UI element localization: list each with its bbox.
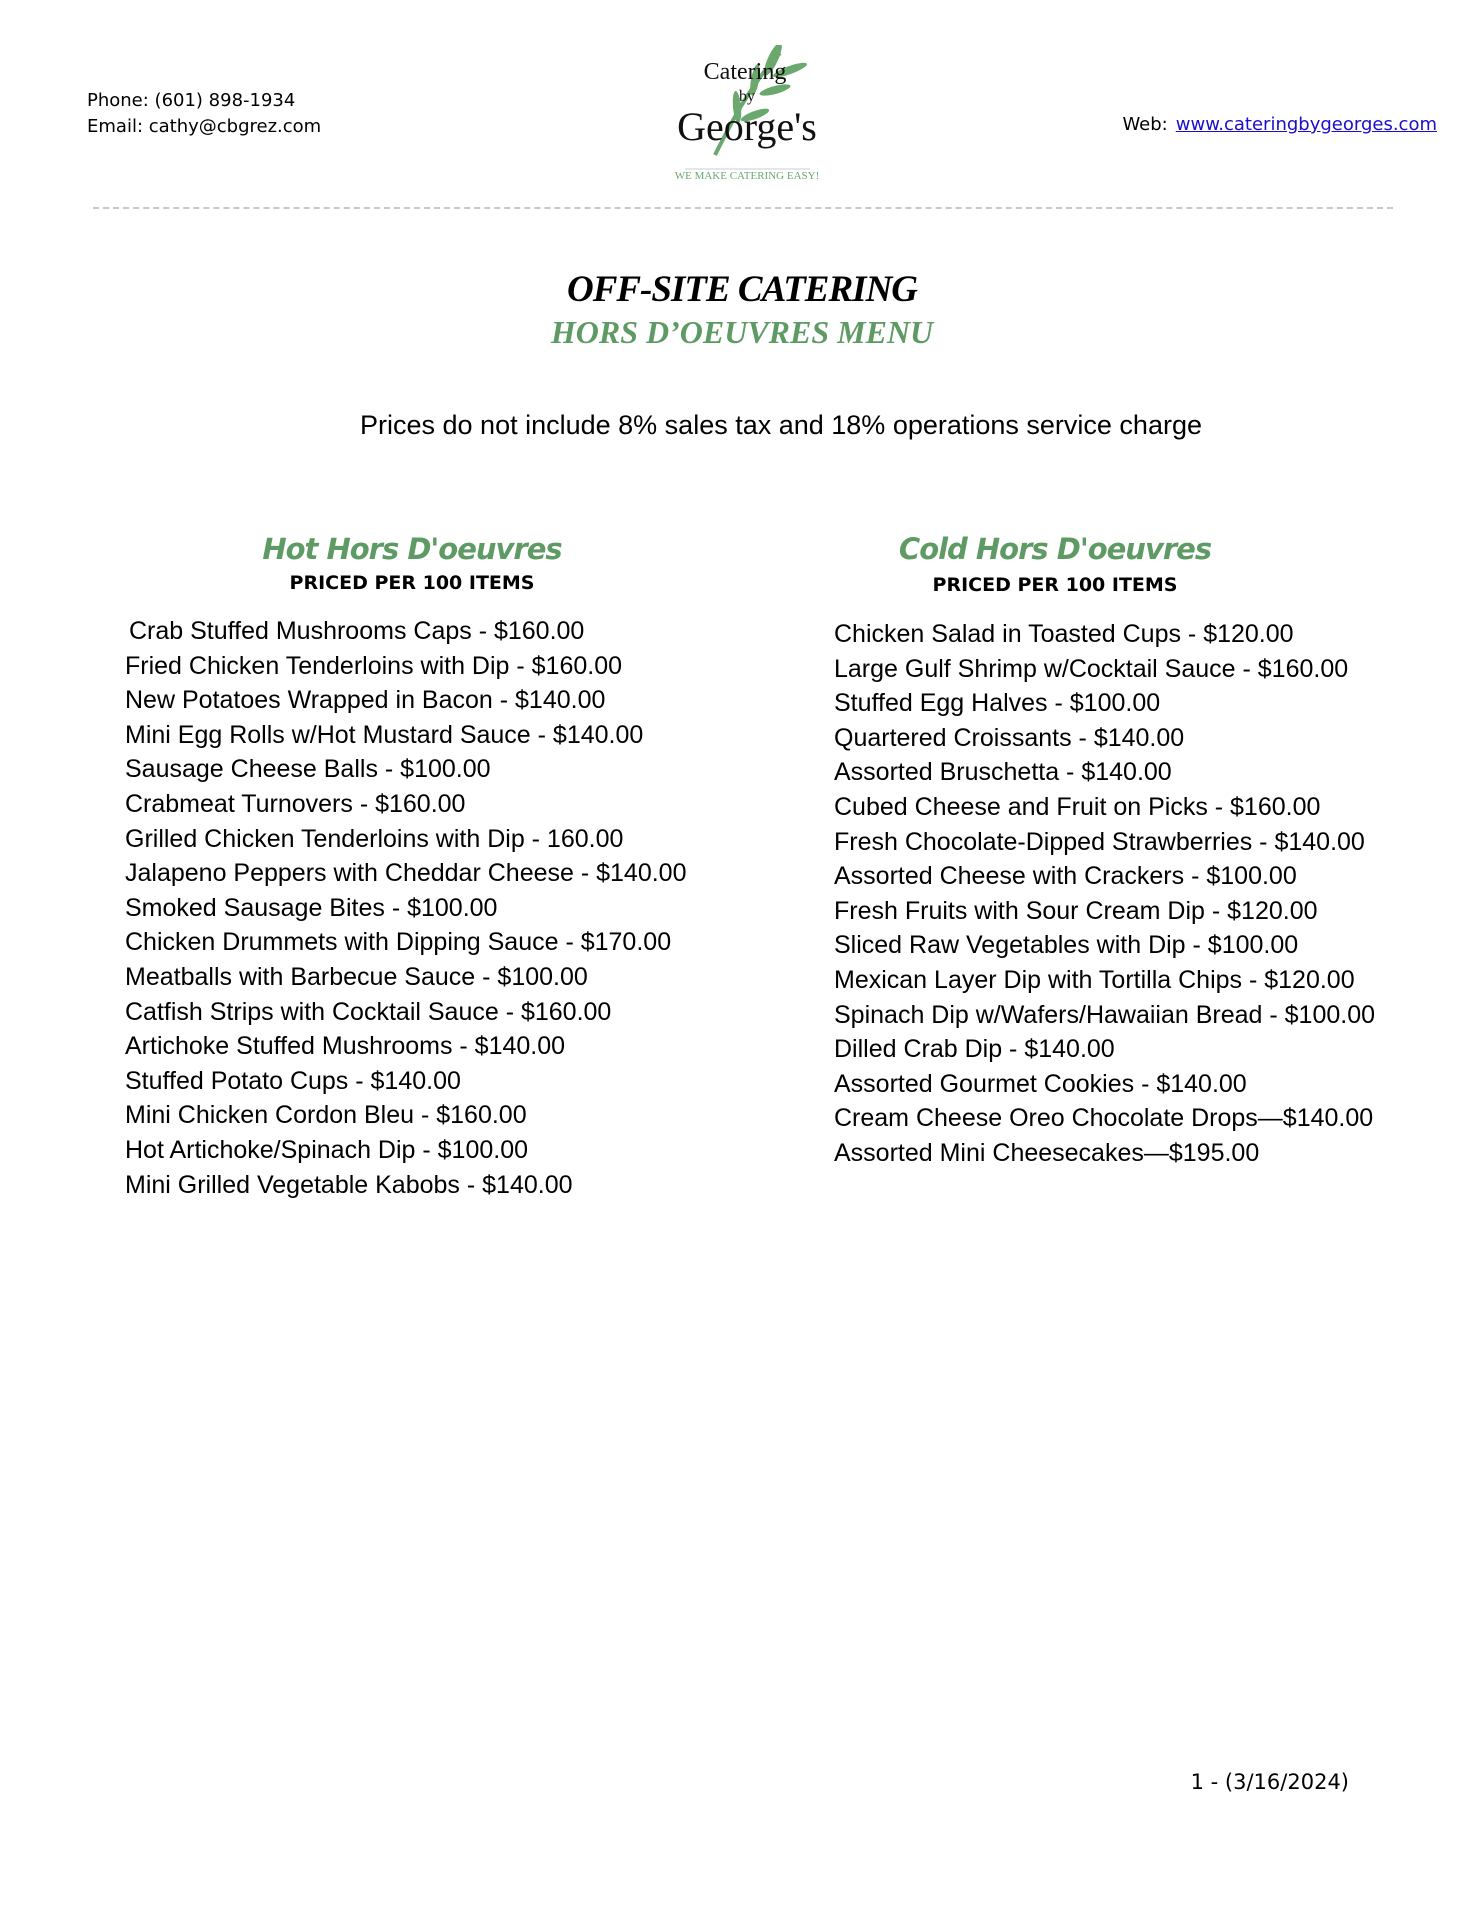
menu-item: Quartered Croissants - $140.00 [834, 723, 1185, 752]
svg-text:George's: George's [677, 104, 817, 149]
menu-item: Stuffed Potato Cups - $140.00 [125, 1066, 461, 1095]
svg-text:Catering: Catering [703, 59, 787, 85]
menu-item: Smoked Sausage Bites - $100.00 [125, 893, 498, 922]
menu-item: Mexican Layer Dip with Tortilla Chips - $120.00 [834, 965, 1355, 994]
header-divider [93, 207, 1393, 209]
cold-heading: Cold Hors D'oeuvres [898, 532, 1212, 566]
menu-item: Cubed Cheese and Fruit on Picks - $160.00 [834, 792, 1321, 821]
menu-item: Artichoke Stuffed Mushrooms - $140.00 [125, 1032, 566, 1061]
contact-info [87, 88, 321, 140]
web-label: Web: [1122, 114, 1168, 135]
cold-section [805, 532, 1305, 596]
page-footer: 1 - (3/16/2024) [1190, 1770, 1349, 1794]
menu-item: Chicken Drummets with Dipping Sauce - $170.00 [125, 928, 672, 957]
menu-item: Fresh Fruits with Sour Cream Dip - $120.00 [834, 896, 1318, 925]
email-text: Email: cathy@cbgrez.com [87, 116, 322, 137]
menu-item: Crab Stuffed Mushrooms Caps - $160.00 [129, 617, 585, 645]
page-title: OFF-SITE CATERING [566, 269, 918, 310]
menu-item: Mini Egg Rolls w/Hot Mustard Sauce - $140.00 [125, 720, 644, 749]
hot-items-list [125, 614, 687, 1202]
menu-item: Mini Chicken Cordon Bleu - $160.00 [125, 1101, 527, 1130]
svg-text:WE MAKE CATERING EASY!: WE MAKE CATERING EASY! [674, 170, 820, 180]
menu-item: Catfish Strips with Cocktail Sauce - $160.00 [125, 997, 612, 1026]
menu-item: Jalapeno Peppers with Cheddar Cheese - $140.00 [125, 859, 687, 888]
menu-item: Large Gulf Shrimp w/Cocktail Sauce - $160.00 [834, 654, 1349, 683]
menu-item: New Potatoes Wrapped in Bacon - $140.00 [125, 686, 606, 715]
hot-subheading: PRICED PER 100 ITEMS [289, 572, 535, 594]
menu-item: Spinach Dip w/Wafers/Hawaiian Bread - $100.00 [834, 1000, 1376, 1029]
menu-item: Assorted Bruschetta - $140.00 [834, 758, 1172, 787]
website-link[interactable]: www.cateringbygeorges.com [1175, 114, 1437, 135]
page-subtitle: HORS D’OEUVRES MENU [550, 314, 934, 350]
hot-heading: Hot Hors D'oeuvres [262, 532, 562, 566]
menu-item: Dilled Crab Dip - $140.00 [834, 1035, 1115, 1064]
cold-items-list [834, 617, 1375, 1171]
menu-item: Assorted Gourmet Cookies - $140.00 [834, 1069, 1247, 1098]
pricing-note: Prices do not include 8% sales tax and 18% operations service charge [360, 410, 1202, 440]
menu-item: Mini Grilled Vegetable Kabobs - $140.00 [125, 1170, 573, 1199]
menu-item: Stuffed Egg Halves - $100.00 [834, 689, 1161, 718]
menu-item: Fresh Chocolate-Dipped Strawberries - $140.00 [834, 827, 1365, 856]
menu-item: Chicken Salad in Toasted Cups - $120.00 [834, 620, 1294, 648]
menu-item: Assorted Cheese with Crackers - $100.00 [834, 862, 1297, 891]
menu-item: Hot Artichoke/Spinach Dip - $100.00 [125, 1135, 529, 1164]
website-info [1122, 114, 1437, 135]
menu-item: Assorted Mini Cheesecakes—$195.00 [834, 1138, 1260, 1167]
leaf-branch-icon [655, 45, 835, 180]
menu-item: Sausage Cheese Balls - $100.00 [125, 755, 491, 784]
menu-item: Meatballs with Barbecue Sauce - $100.00 [125, 962, 588, 991]
hot-section [162, 532, 662, 594]
company-logo [655, 45, 835, 180]
menu-item: Cream Cheese Oreo Chocolate Drops—$140.00 [834, 1104, 1374, 1133]
phone-text: Phone: (601) 898-1934 [87, 90, 296, 111]
menu-item: Fried Chicken Tenderloins with Dip - $160.00 [125, 651, 623, 680]
cold-subheading: PRICED PER 100 ITEMS [932, 574, 1178, 596]
menu-item: Crabmeat Turnovers - $160.00 [125, 789, 466, 818]
menu-item: Grilled Chicken Tenderloins with Dip - 160.00 [125, 824, 624, 853]
svg-text:by: by [739, 88, 755, 105]
menu-item: Sliced Raw Vegetables with Dip - $100.00 [834, 931, 1299, 960]
